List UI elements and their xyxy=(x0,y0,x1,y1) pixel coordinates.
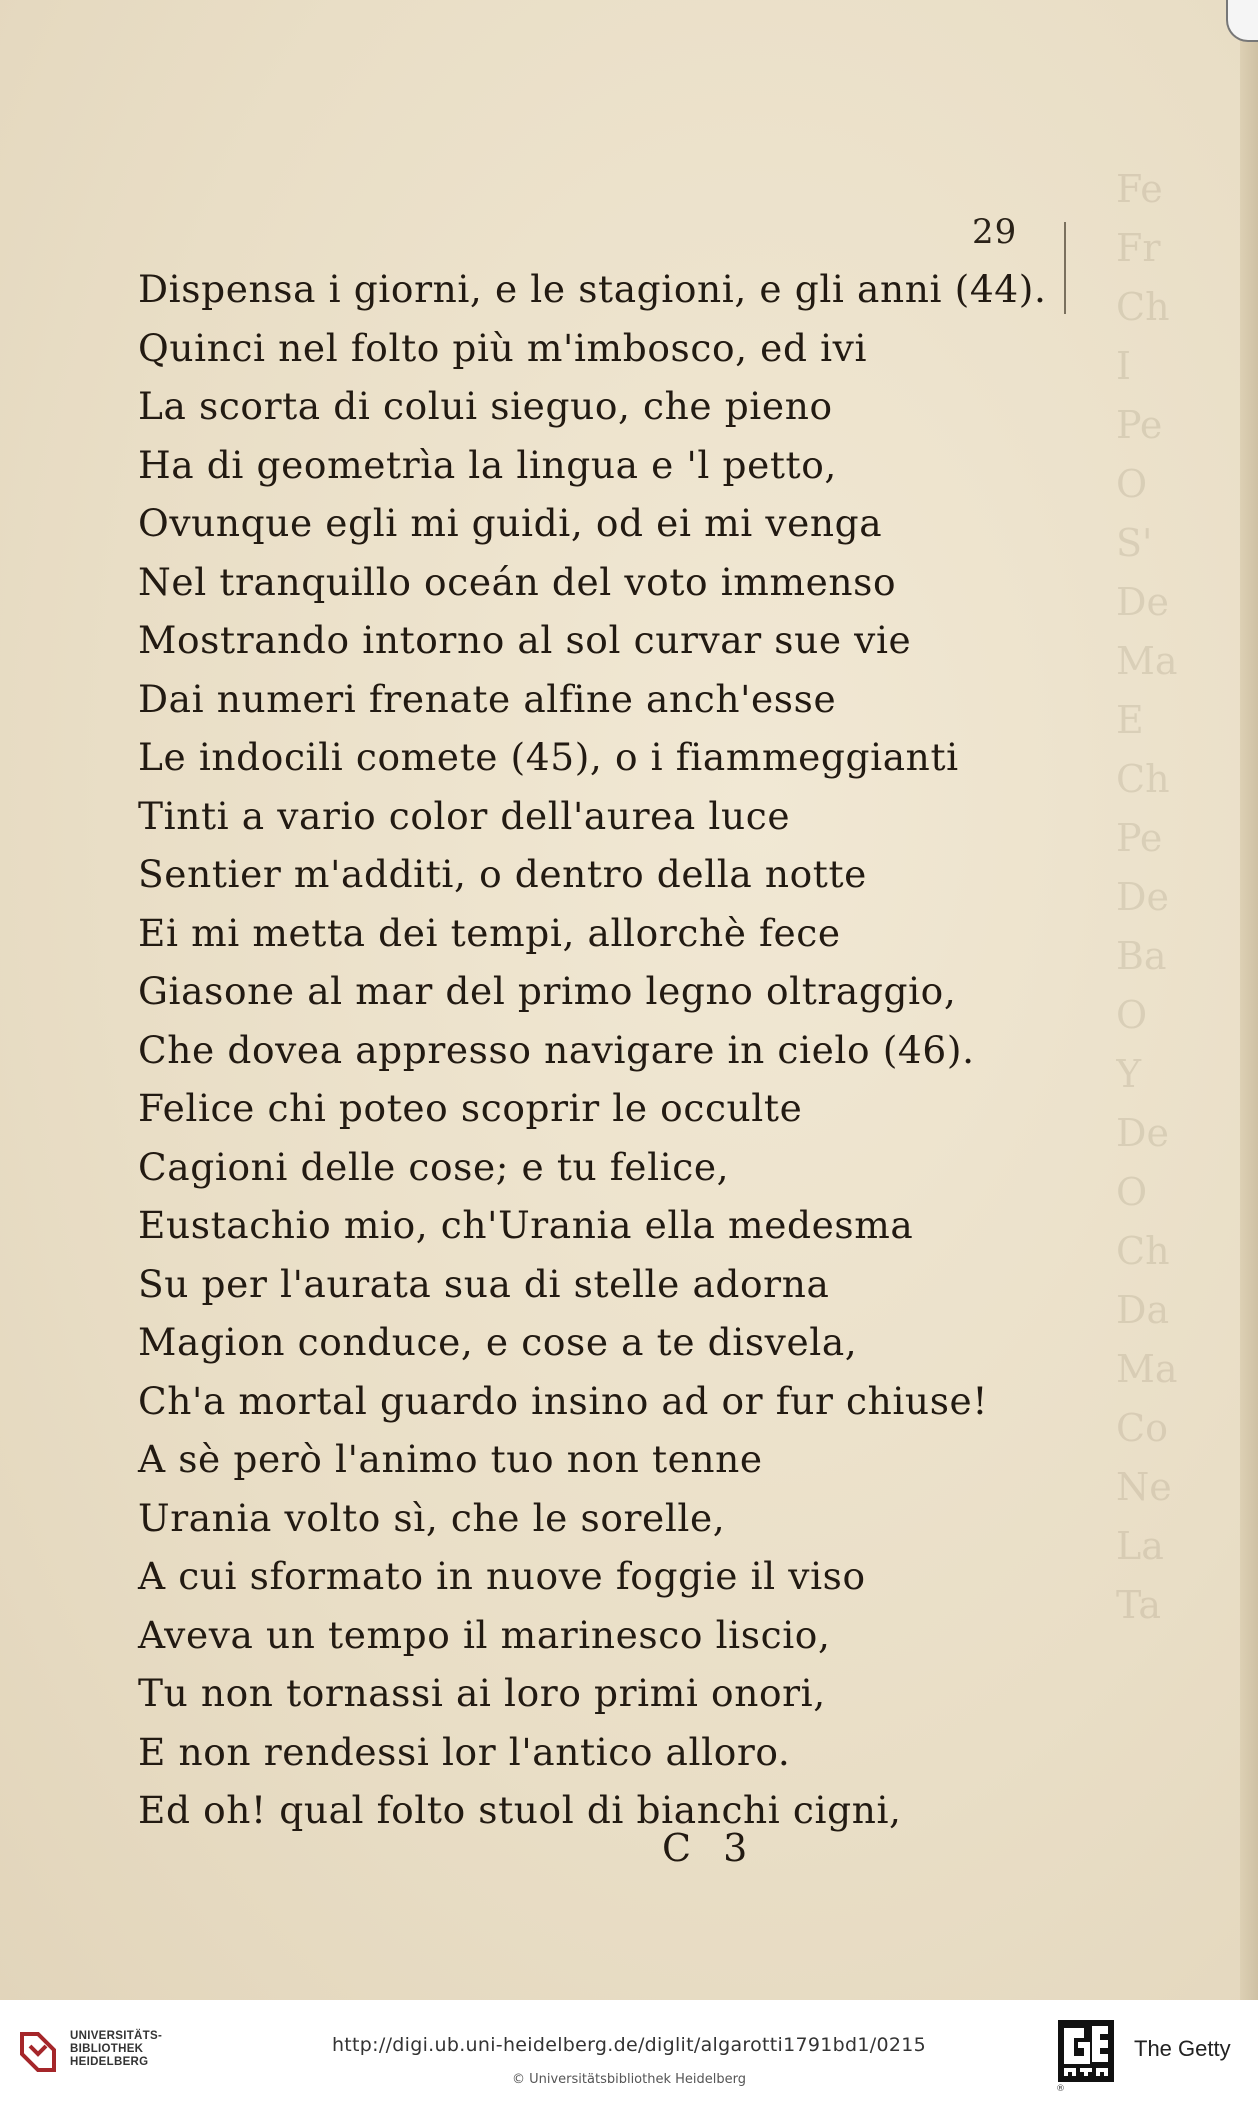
verse-line: Felice chi poteo scoprir le occulte xyxy=(138,1086,803,1130)
verse-line: Ch'a mortal guardo insino ad or fur chiuse! xyxy=(138,1378,988,1423)
verse-line: A sè però l'animo tuo non tenne xyxy=(138,1437,763,1481)
verse-line: Nel tranquillo oceán del voto immenso xyxy=(138,559,897,604)
verse-line: E non rendessi lor l'antico alloro. xyxy=(138,1729,791,1774)
registered-mark: ® xyxy=(1056,2084,1065,2094)
verse-line: Sentier m'additi, o dentro della notte xyxy=(138,852,867,896)
signature-mark: C 3 xyxy=(662,1826,758,1870)
library-name-line: HEIDELBERG xyxy=(70,2056,149,2068)
verse-text xyxy=(138,260,1068,1840)
permalink[interactable]: http://digi.ub.uni-heidelberg.de/diglit/algarotti1791bd1/0215 xyxy=(331,2034,927,2056)
verse-line: Che dovea appresso navigare in cielo (46). xyxy=(138,1027,975,1072)
verse-line: Magion conduce, e cose a te disvela, xyxy=(138,1320,858,1364)
verse-line: La scorta di colui sieguo, che pieno xyxy=(138,384,833,428)
verse-line: Quinci nel folto più m'imbosco, ed ivi xyxy=(138,325,868,370)
page-edge xyxy=(1240,0,1258,2000)
page-number: 29 xyxy=(972,212,1018,252)
footer-bar xyxy=(0,2000,1258,2103)
verse-line: Aveva un tempo il marinesco liscio, xyxy=(138,1612,831,1657)
verse-line: Ei mi metta dei tempi, allorchè fece xyxy=(138,910,841,955)
verse-line: Cagioni delle cose; e tu felice, xyxy=(138,1144,730,1189)
page-corner xyxy=(1226,0,1258,42)
verse-line: Tinti a vario color dell'aurea luce xyxy=(138,793,791,838)
getty-logo-icon xyxy=(1058,2020,1114,2082)
verse-line: Dai numeri frenate alfine anch'esse xyxy=(138,676,837,721)
verse-line: Tu non tornassi ai loro primi onori, xyxy=(138,1671,826,1715)
verse-line: Su per l'aurata sua di stelle adorna xyxy=(138,1261,830,1306)
library-name-line: UNIVERSITÄTS- xyxy=(70,2030,163,2042)
copyright-notice: © Universitätsbibliothek Heidelberg xyxy=(511,2072,746,2087)
verse-line: Giasone al mar del primo legno oltraggio, xyxy=(138,969,957,1013)
partner-name: The Getty xyxy=(1134,2036,1231,2061)
verse-line: Urania volto sì, che le sorelle, xyxy=(138,1495,726,1540)
show-through-text: Fe Fr Ch I Pe O S' De Ma E Ch Pe De Ba O Y De O Ch Da Ma Co Ne La Ta xyxy=(1116,167,1178,1627)
verse-line: Ha di geometrìa la lingua e 'l petto, xyxy=(138,442,837,487)
verse-line: A cui sformato in nuove foggie il viso xyxy=(138,1554,866,1598)
verse-line: Eustachio mio, ch'Urania ella medesma xyxy=(138,1203,914,1247)
verse-line: Ovunque egli mi guidi, od ei mi venga xyxy=(138,501,883,545)
library-name-line: BIBLIOTHEK xyxy=(70,2043,144,2055)
verse-line: Dispensa i giorni, e le stagioni, e gli anni (44). xyxy=(138,267,1047,311)
verse-line: Ed oh! qual folto stuol di bianchi cigni, xyxy=(138,1788,902,1832)
verse-line: Mostrando intorno al sol curvar sue vie xyxy=(138,618,912,662)
verse-line: Le indocili comete (45), o i fiammeggianti xyxy=(138,735,959,779)
